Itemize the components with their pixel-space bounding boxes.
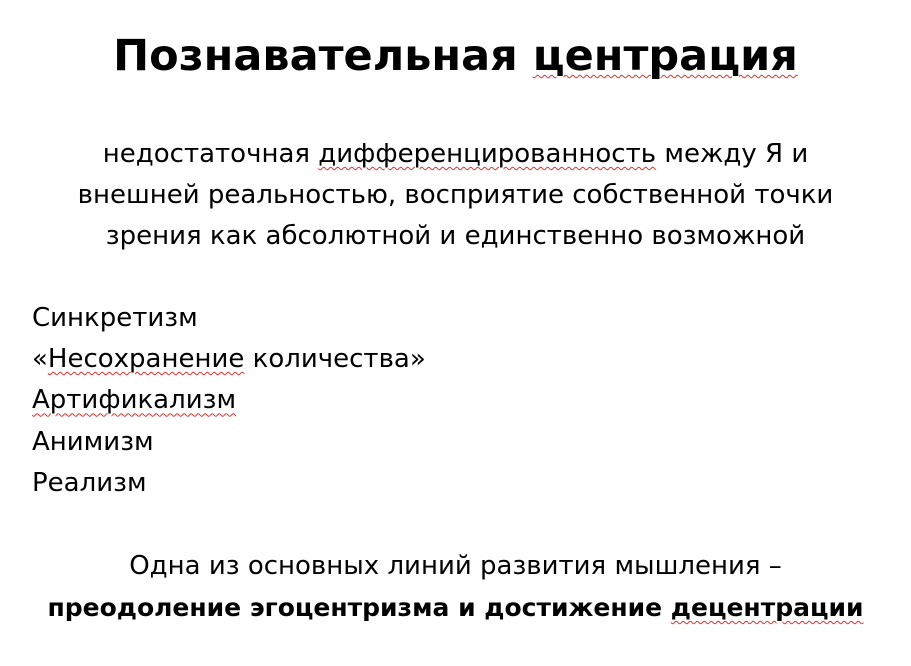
concept-item-non-conservation xyxy=(32,339,426,380)
definition-line-1-end: между Я и xyxy=(664,139,809,169)
title-word-1: Познавательная xyxy=(113,31,518,81)
definition-paragraph xyxy=(20,134,891,257)
definition-line-3: зрения как абсолютной и единственно возможной xyxy=(105,221,806,251)
quote-open: « xyxy=(32,344,48,375)
concept-list xyxy=(32,298,426,504)
concept-item-animism: Анимизм xyxy=(32,426,154,457)
conclusion-line-2 xyxy=(0,587,911,628)
definition-line-1-start: недостаточная xyxy=(102,139,311,169)
concept-item-realism: Реализм xyxy=(32,467,147,498)
concept-item-artificialism xyxy=(32,380,426,421)
conclusion-spell-word: децентрации xyxy=(670,593,864,622)
slide-title xyxy=(0,26,911,86)
concept-spell-word-2: Артификализм xyxy=(32,385,237,416)
definition-line-2: внешней реальностью, восприятие собственной точки xyxy=(77,180,834,210)
title-word-2: центрация xyxy=(532,31,798,81)
concept-spell-word: Несохранение xyxy=(47,344,245,375)
definition-spell-word: дифференцированность xyxy=(318,139,657,169)
conclusion-line-2-start: преодоление эгоцентризма и достижение xyxy=(47,593,663,622)
conclusion-paragraph xyxy=(0,546,911,628)
conclusion-line-1: Одна из основных линий развития мышления – xyxy=(129,551,782,581)
definition-line-1 xyxy=(20,134,891,175)
concept-item-rest: количества» xyxy=(252,344,426,375)
concept-item-syncretism: Синкретизм xyxy=(32,303,198,333)
